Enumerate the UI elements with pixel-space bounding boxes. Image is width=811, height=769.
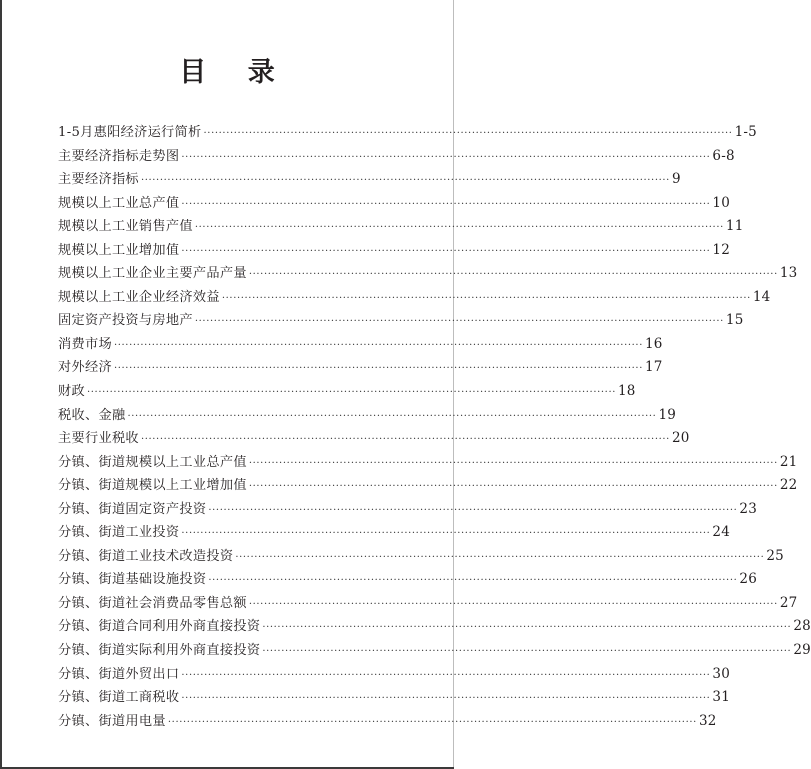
dot-leader: ············································································································································ [113, 339, 643, 351]
dot-leader: ············································································································································ [262, 622, 792, 634]
toc-entry[interactable] [58, 215, 744, 239]
toc-entry-label: 对外经济 [58, 360, 112, 376]
page-left-border [0, 0, 2, 769]
toc-entry-page-number: 18 [618, 383, 636, 400]
toc-entry-label: 消费市场 [58, 336, 112, 352]
toc-entry-page-number: 26 [739, 571, 757, 588]
dot-leader: ············································································································································ [248, 598, 778, 610]
toc-entry-page-number: 32 [698, 712, 717, 729]
toc-entry-label: 分镇、街道合同利用外商直接投资 [58, 619, 261, 635]
toc-entry-page-number: 6-8 [712, 147, 735, 164]
toc-entry-label: 1-5月惠阳经济运行简析 [58, 125, 202, 140]
dot-leader: ············································································································································ [86, 387, 617, 399]
toc-entry[interactable] [58, 121, 757, 145]
toc-entry-page-number: 16 [644, 335, 663, 352]
dot-leader: ············································································································································ [208, 575, 738, 587]
dot-leader: ············································································································································ [221, 292, 751, 304]
toc-entry-label: 规模以上工业增加值 [58, 242, 180, 258]
toc-entry-label: 固定资产投资与房地产 [58, 313, 193, 329]
dot-leader: ············································································································································ [203, 128, 733, 139]
toc-entry[interactable] [58, 192, 731, 216]
dot-leader: ············································································································································ [248, 269, 778, 281]
toc-entry-label: 分镇、街道工商税收 [58, 690, 180, 706]
toc-entry[interactable] [58, 663, 731, 687]
toc-entry-label: 规模以上工业企业经济效益 [58, 289, 220, 305]
toc-entry-page-number: 25 [766, 547, 784, 564]
dot-leader: ············································································································································ [140, 434, 670, 446]
dot-leader: ············································································································································ [262, 646, 792, 658]
toc-entry-page-number: 9 [671, 171, 681, 188]
toc-entry[interactable] [58, 592, 798, 616]
toc-entry[interactable] [58, 474, 798, 498]
toc-entry[interactable] [58, 427, 690, 451]
dot-leader: ············································································································································ [248, 457, 778, 469]
toc-entry[interactable] [58, 545, 784, 569]
toc-entry-page-number: 10 [712, 194, 731, 211]
toc-entry[interactable] [58, 451, 798, 475]
toc-entry[interactable] [58, 521, 731, 545]
toc-entry[interactable] [58, 356, 663, 380]
toc-entry-page-number: 28 [793, 618, 811, 635]
toc-entry[interactable] [58, 498, 757, 522]
toc-entry-label: 分镇、街道外贸出口 [58, 666, 180, 682]
toc-entry-page-number: 24 [712, 524, 731, 541]
toc-entry-page-number: 22 [779, 477, 798, 494]
toc-entry[interactable] [58, 262, 798, 286]
toc-entry-label: 规模以上工业总产值 [58, 195, 180, 211]
dot-leader: ············································································································································ [181, 151, 711, 163]
toc-entry-page-number: 1-5 [734, 124, 757, 140]
toc-entry[interactable] [58, 168, 681, 192]
toc-entry-label: 分镇、街道社会消费品零售总额 [58, 595, 247, 611]
toc-entry-page-number: 30 [712, 665, 731, 682]
toc-entry-label: 分镇、街道工业投资 [58, 525, 180, 541]
toc-entry[interactable] [58, 404, 677, 428]
toc-entry-page-number: 31 [712, 689, 731, 706]
toc-entry-page-number: 20 [671, 430, 690, 447]
toc-entry[interactable] [58, 333, 663, 357]
dot-leader: ············································································································································ [140, 175, 670, 187]
dot-leader: ············································································································································ [181, 528, 711, 540]
toc-entry[interactable] [58, 145, 735, 169]
dot-leader: ············································································································································ [248, 481, 778, 493]
dot-leader: ············································································································································ [194, 316, 724, 328]
dot-leader: ············································································································································ [181, 245, 711, 257]
dot-leader: ············································································································································ [181, 669, 711, 681]
toc-entry[interactable] [58, 686, 731, 710]
toc-entry-label: 财政 [58, 384, 85, 400]
toc-entry-page-number: 23 [739, 500, 757, 517]
toc-entry-label: 规模以上工业企业主要产品产量 [58, 266, 247, 282]
toc-entry-page-number: 11 [725, 218, 744, 235]
toc-entry-page-number: 14 [752, 288, 771, 305]
dot-leader: ············································································································································ [167, 716, 697, 728]
toc-entry-label: 主要经济指标走势图 [58, 148, 180, 164]
dot-leader: ············································································································································ [235, 551, 765, 563]
table-of-contents [58, 121, 811, 733]
toc-entry-page-number: 27 [779, 594, 798, 611]
toc-entry[interactable] [58, 286, 771, 310]
dot-leader: ············································································································································ [113, 363, 643, 375]
toc-entry[interactable] [58, 639, 811, 663]
toc-entry-label: 分镇、街道规模以上工业增加值 [58, 478, 247, 494]
toc-entry-label: 主要行业税收 [58, 431, 139, 447]
toc-entry-page-number: 17 [644, 359, 663, 376]
toc-entry-label: 分镇、街道用电量 [58, 713, 166, 729]
toc-entry-label: 分镇、街道实际利用外商直接投资 [58, 643, 261, 659]
toc-entry[interactable] [58, 615, 811, 639]
page-title: 目 录 [179, 57, 291, 88]
toc-entry-page-number: 29 [793, 642, 811, 659]
toc-entry-page-number: 15 [725, 312, 744, 329]
dot-leader: ············································································································································ [127, 410, 657, 422]
toc-entry-label: 分镇、街道固定资产投资 [58, 501, 207, 517]
toc-entry-label: 主要经济指标 [58, 172, 139, 188]
toc-entry-label: 分镇、街道工业技术改造投资 [58, 548, 234, 564]
toc-entry[interactable] [58, 568, 757, 592]
dot-leader: ············································································································································ [181, 693, 711, 705]
dot-leader: ············································································································································ [194, 222, 724, 234]
toc-entry-page-number: 21 [779, 453, 798, 470]
toc-entry-label: 分镇、街道规模以上工业总产值 [58, 454, 247, 470]
toc-entry[interactable] [58, 239, 731, 263]
dot-leader: ············································································································································ [208, 504, 738, 516]
dot-leader: ············································································································································ [181, 198, 711, 210]
toc-entry-label: 规模以上工业销售产值 [58, 219, 193, 235]
toc-entry-page-number: 19 [658, 406, 677, 423]
toc-entry-page-number: 13 [779, 265, 798, 282]
toc-entry-page-number: 12 [712, 241, 731, 258]
toc-entry[interactable] [58, 710, 717, 734]
toc-entry[interactable] [58, 380, 636, 404]
toc-entry[interactable] [58, 309, 744, 333]
toc-entry-label: 分镇、街道基础设施投资 [58, 572, 207, 588]
toc-entry-label: 税收、金融 [58, 407, 126, 423]
